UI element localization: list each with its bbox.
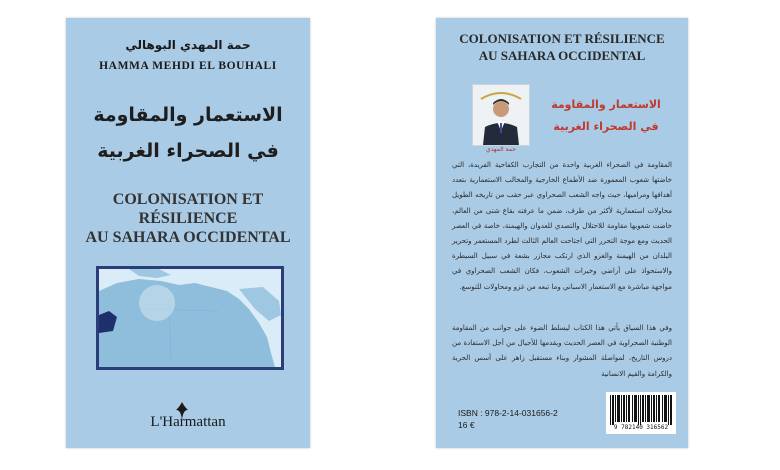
back-title-french [436,30,688,64]
author-name-arabic: حمة المهدي البوهالي [125,38,251,52]
author-photo [472,84,530,146]
map-illustration [96,266,284,370]
back-title-arabic-line-1: الاستعمار والمقاومة [551,98,661,111]
isbn-text: ISBN : 978-2-14-031656-2 [458,408,558,418]
africa-map [99,269,281,367]
back-title-french-line-1: COLONISATION ET RÉSILIENCE [459,31,665,46]
back-title-arabic-line-2: في الصحراء الغربية [553,120,659,133]
front-cover [66,18,310,448]
back-title-french-line-2: AU SAHARA OCCIDENTAL [478,48,646,63]
blurb-paragraph-1: المقاومة في الصحراء الغربية واحدة من التجارب الكفاحية الفريدة، التي خاضتها شعوب المعمورة ضد الأطماع الخارجية والمخالب الاستعمارية بتعدد أهدافها ومراميها، حيث واجه الشعب الصحراوي عبر حقب من تاريخه الطويل محاولات استعمارية لأكثر من طرف، ضمن ما عرفته بقاع شتى من العالم، خاضت شعوبها مقاومة للاحتلال والتصدي للعدوان والهيمنة، خاصة في العصر الحديث ومع موجة التحرر التي اجتاحت العالم الثالث لطرد المستعمر وتحرير البلدان من الهيمنة والغزو الذي ارتكب مجازر بشعة في سبيل السيطرة والاستحواذ على أراضي وخيرات الشعوب، فكان الشعب الصحراوي في مواجهة مباشرة مع الاستعمار الاسباني وما تبعه من غزو ومحاولات للتوسع. [452,161,672,291]
publisher-name: L'Harmattan [150,414,226,430]
title-arabic-line-2: في الصحراء الغربية [97,140,279,162]
price-text: 16 € [458,420,475,430]
title-arabic-line-1: الاستعمار والمقاومة [93,104,283,126]
title-french [66,190,310,247]
author-photo-caption: حمة المهدي [486,146,516,153]
barcode-digits: 9 782140 316562 [613,424,669,431]
author-name: HAMMA MEHDI EL BOUHALI [99,60,277,72]
blurb-paragraph-2: وفي هذا السياق يأتي هذا الكتاب ليسلط الضوء على جوانب من المقاومة الوطنية الصحراوية في العصر الحديث ويقدمها للأجيال من أجل الاستفادة من دروس التاريخ، لمواصلة المشوار وبناء مستقبل زاهر على أسس الحرية والكرامة والقيم الانسانية [452,324,672,378]
back-cover [436,18,688,448]
title-french-line-2: AU SAHARA OCCIDENTAL [85,229,291,246]
author-portrait [473,85,529,145]
barcode [606,392,676,434]
title-french-line-1: COLONISATION ET RÉSILIENCE [112,191,264,227]
